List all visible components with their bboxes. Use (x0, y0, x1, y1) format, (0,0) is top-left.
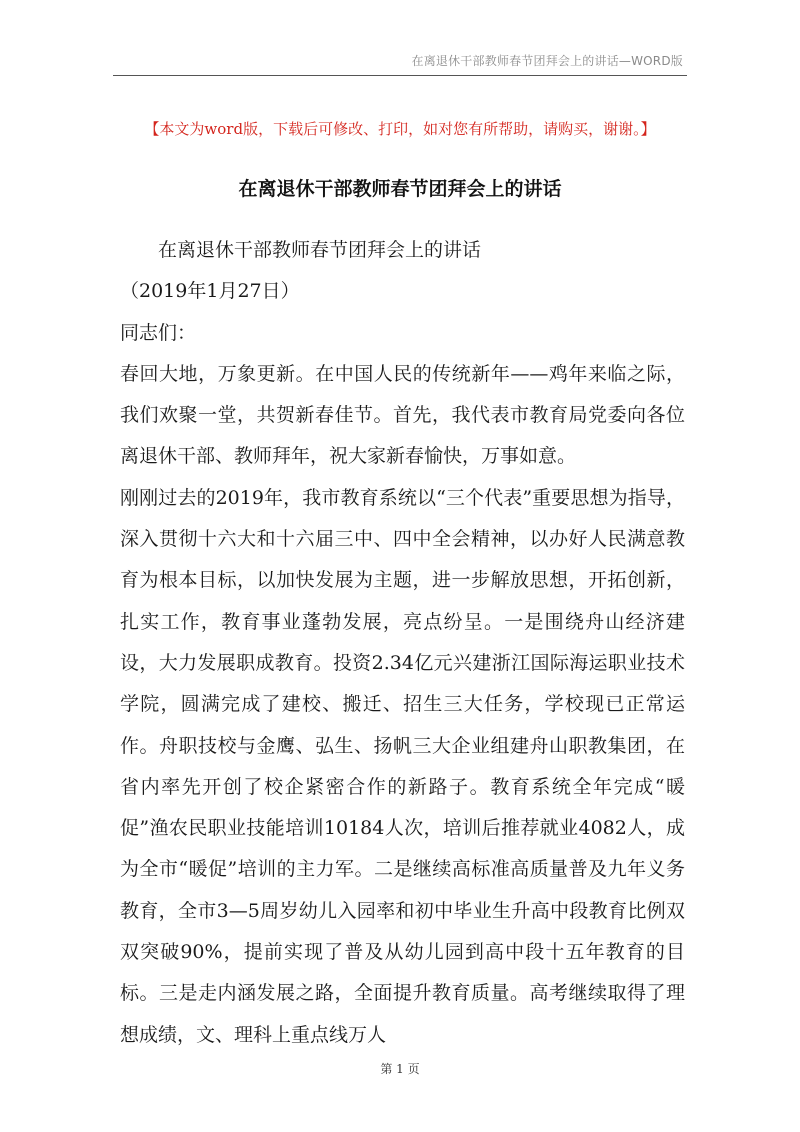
speech-subtitle: 在离退休干部教师春节团拜会上的讲话 (158, 239, 482, 261)
header-divider (113, 75, 687, 76)
salutation: 同志们： (120, 321, 197, 344)
document-title: 在离退休干部教师春节团拜会上的讲话 (238, 178, 562, 200)
paragraph: 刚刚过去的2019年，我市教育系统以“三个代表”重要思想为指导，深入贯彻十六大和十六届三中、四中全会精神，以办好人民满意教育为根本目标，以加快发展为主题，进一步解放思想，开拓创新，扎实工作，教育事业蓬勃发展，亮点纷呈。一是围绕舟山经济建设，大力发展职成教育。投资2.34亿元兴建浙江国际海运职业技术学院，圆满完成了建校、搬迁、招生三大任务，学校现已正常运作。舟职技校与金鹰、弘生、扬帆三大企业组建舟山职教集团，在省内率先开创了校企紧密合作的新路子。教育系统全年完成“暖促”渔农民职业技能培训10184人次，培训后推荐就业4082人，成为全市“暖促”培训的主力军。二是继续高标准高质量普及九年义务教育，全市3—5周岁幼儿入园率和初中毕业生升高中段教育比例双双突破90%，提前实现了普及从幼儿园到高中段十五年教育的目标。三是走内涵发展之路，全面提升教育质量。高考继续取得了理想成绩，文、理科上重点线万人 (120, 486, 685, 1046)
paragraph: 春回大地，万象更新。在中国人民的传统新年——鸡年来临之际，我们欢聚一堂，共贺新春佳节。首先，我代表市教育局党委向各位离退休干部、教师拜年，祝大家新春愉快，万事如意。 (120, 362, 685, 468)
page-number: 第 1 页 (380, 1062, 420, 1076)
speech-date: （2019年1月27日） (120, 280, 300, 303)
download-notice: 【本文为word版，下载后可修改、打印，如对您有所帮助，请购买，谢谢。】 (144, 120, 656, 138)
running-header: 在离退休干部教师春节团拜会上的讲话—WORD版 (411, 54, 683, 68)
document-body (120, 230, 685, 1056)
